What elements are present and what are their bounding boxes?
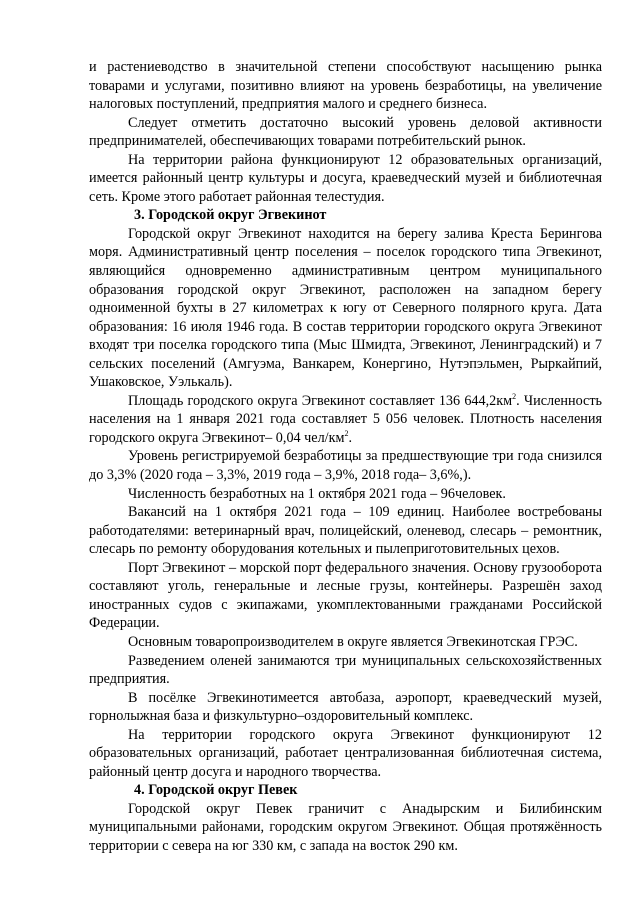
section-heading-egvekinot: 3. Городской округ Эгвекинот: [134, 207, 327, 224]
paragraph-area-population: [89, 392, 602, 448]
paragraph-unemployed-count: Численность безработных на 1 октября 2021 года – 96человек.: [128, 485, 506, 502]
population-density-text: . Численность населения на 1 января 2021 года составляет 5 056 человек. Плотность населения городского округа Эгвекинот– 0,04 чел/км: [89, 392, 602, 446]
paragraph-pevek-borders: Городской округ Певек граничит с Анадырским и Билибинским муниципальными районами, городским округом Эгвекинот. Общая протяжённость территории с севера на юг 330 км, с запада на восток 290 км.: [89, 800, 602, 854]
density-superscript: 2: [344, 428, 349, 438]
paragraph-reindeer: Разведением оленей занимаются три муниципальных сельскохозяйственных предприятия.: [89, 652, 602, 688]
document-page: [89, 58, 602, 856]
area-text: Площадь городского округа Эгвекинот составляет 136 644,2км: [128, 392, 513, 409]
paragraph-egvekinot-location: Городской округ Эгвекинот находится на берегу залива Креста Берингова моря. Административный центр поселения – поселок городского типа Эгвекинот, являющийся одновременно административным центром муниципального образования городской округ Эгвекинот, расположен на западном берегу одноименной бухты в 27 километрах к югу от Северного полярного круга. Дата образования: 16 июля 1946 года. В состав территории городского округа Эгвекинот входят три поселка городского типа (Мыс Шмидта, Эгвекинот, Ленинградский) и 7 сельских поселений (Амгуэма, Ванкарем, Конергино, Нутэпэльмен, Рыркайпий, Ушаковское, Уэлькаль).: [89, 225, 602, 391]
paragraph-business-activity: Следует отметить достаточно высокий уровень деловой активности предпринимателей, обеспечивающих товарами потребительский рынок.: [89, 114, 602, 150]
area-superscript: 2: [512, 391, 517, 401]
paragraph-egvekinot-institutions: На территории городского округа Эгвекинот функционируют 12 образовательных организаций, работает централизованная библиотечная система, районный центр досуга и народного творчества.: [89, 726, 602, 780]
paragraph-unemployment-rate: Уровень регистрируемой безработицы за предшествующие три года снизился до 3,3% (2020 года – 3,3%, 2019 года – 3,9%, 2018 года– 3,6%,).: [89, 448, 602, 484]
paragraph-port: Порт Эгвекинот – морской порт федерального значения. Основу грузооборота составляют уголь, генеральные и лесные грузы, контейнеры. Разрешён заход иностранных судов с экипажами, укомплектованными гражданами Российской Федерации.: [89, 559, 602, 632]
paragraph-district-institutions: На территории района функционируют 12 образовательных организаций, имеется районный центр культуры и досуга, краеведческий музей и библиотечная сеть. Кроме этого работает районная телестудия.: [89, 151, 602, 205]
section-heading-pevek: 4. Городской округ Певек: [134, 782, 298, 799]
paragraph-vacancies: Вакансий на 1 октября 2021 года – 109 единиц. Наиболее востребованы работодателями: ветеринарный врач, полицейский, оленевод, слесарь – ремонтник, слесарь по ремонту оборудования котельных и пылеприготовительных цехов.: [89, 504, 602, 558]
period-text: .: [348, 429, 353, 446]
paragraph-main-producer: Основным товаропроизводителем в округе является Эгвекинотская ГРЭС.: [128, 633, 578, 650]
paragraph-agriculture: и растениеводство в значительной степени способствуют насыщению рынка товарами и услугами, позитивно влияют на уровень безработицы, на увеличение налоговых поступлений, предприятия малого и среднего бизнеса.: [89, 59, 602, 113]
paragraph-settlement-facilities: В посёлке Эгвекинотимеется автобаза, аэропорт, краеведческий музей, горнолыжная база и физкультурно–оздоровительный комплекс.: [89, 689, 602, 725]
